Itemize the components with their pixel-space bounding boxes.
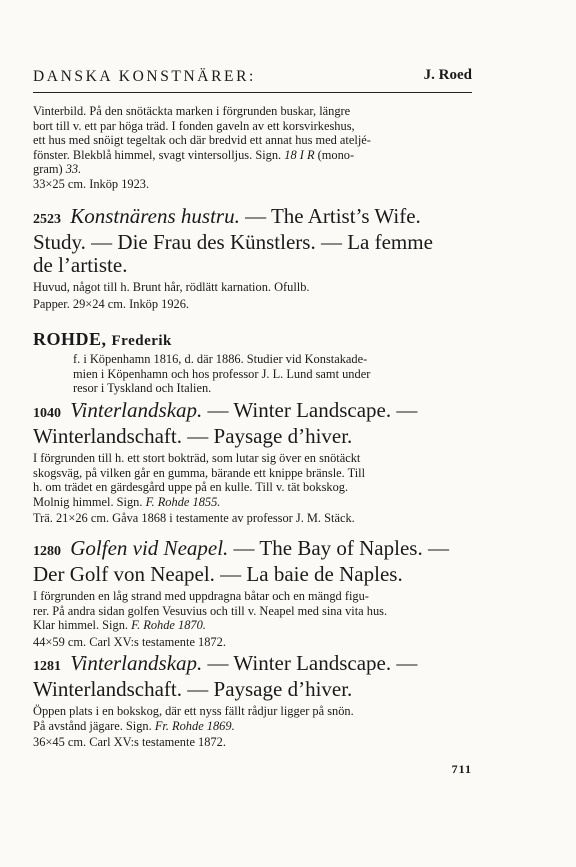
- entry-title-line: Der Golf von Neapel. — La baie de Naples.: [33, 562, 403, 586]
- text-line: h. om trädet en gärdesgård uppe på en kulle. Till v. tät bokskog.: [33, 480, 349, 495]
- signature: F. Rohde 1855.: [145, 494, 221, 509]
- artist-given-name: Frederik: [111, 333, 172, 349]
- work-title: Golfen vid Neapel.: [70, 536, 229, 560]
- entry-title-line: 1281 Vinterlandskap. — Winter Landscape. —: [33, 651, 418, 675]
- dimensions: Papper. 29×24 cm. Inköp 1926.: [33, 296, 190, 311]
- text-line: resor i Tyskland och Italien.: [73, 381, 212, 396]
- signature: F. Rohde 1870.: [131, 618, 206, 633]
- work-title: Konstnärens hustru.: [70, 204, 240, 228]
- running-head: J. Roed: [423, 67, 472, 83]
- page-number: 711: [451, 762, 472, 776]
- text-line: I förgrunden till h. ett stort bokträd, som lutar sig över en snötäckt: [33, 451, 361, 465]
- entry-title-line: Study. — Die Frau des Künstlers. — La femme: [33, 230, 433, 254]
- dimensions: 33×25 cm. Inköp 1923.: [33, 176, 150, 191]
- text-line: rer. På andra sidan golfen Vesuvius och till v. Neapel med sina vita hus.: [33, 603, 388, 618]
- entry-title-line: de l’artiste.: [33, 253, 128, 277]
- catalog-number: 1280: [33, 544, 61, 559]
- text-line: Klar himmel. Sign. F. Rohde 1870.: [33, 618, 206, 633]
- text-line: I förgrunden en låg strand med uppdragna båtar och en mängd figu-: [33, 589, 369, 603]
- text-line: På avstånd jägare. Sign. Fr. Rohde 1869.: [33, 718, 235, 733]
- catalog-entry-1281: [33, 652, 417, 750]
- text-line: Vinterbild. På den snötäckta marken i förgrunden buskar, längre: [33, 104, 351, 118]
- description: [33, 704, 417, 733]
- catalog-number: 1281: [33, 659, 61, 674]
- text-line: Öppen plats i en bokskog, där ett nyss fällt rådjur ligger på snön.: [33, 704, 354, 718]
- signature: Fr. Rohde 1869.: [154, 718, 235, 733]
- artist-biography: [73, 352, 370, 396]
- work-title: Vinterlandskap.: [70, 398, 203, 422]
- entry-title-line: 1040 Vinterlandskap. — Winter Landscape. —: [33, 398, 418, 422]
- catalog-entry-2523: [33, 205, 433, 311]
- catalog-entry-1280: [33, 537, 449, 649]
- artist-surname: ROHDE,: [33, 329, 107, 349]
- description: [33, 451, 417, 509]
- text-line: fönster. Blekblå himmel, svagt vintersolljus. Sign. 18 I R (mono-: [33, 147, 355, 162]
- section-title: DANSKA KONSTNÄRER:: [33, 68, 256, 85]
- text-line: mien i Köpenhamn och hos professor J. L. Lund samt under: [73, 366, 371, 381]
- signature: 18 I R: [284, 147, 315, 162]
- catalog-number: 2523: [33, 212, 61, 227]
- text-line: Molnig himmel. Sign. F. Rohde 1855.: [33, 494, 221, 509]
- dimensions: 44×59 cm. Carl XV:s testamente 1872.: [33, 634, 226, 649]
- description: Huvud, något till h. Brunt hår, rödlätt karnation. Ofullb.: [33, 280, 310, 294]
- catalog-entry-1040: [33, 399, 417, 526]
- text-line: f. i Köpenhamn 1816, d. där 1886. Studier vid Konstakade-: [73, 352, 368, 366]
- roed-continuation: [33, 104, 371, 192]
- entry-title-line: 1280 Golfen vid Neapel. — The Bay of Naples. —: [33, 536, 449, 560]
- entry-title-line: 2523 Konstnärens hustru. — The Artist’s Wife.: [33, 204, 421, 228]
- text-line: ett hus med snöigt tegeltak och där bredvid ett annat hus med ateljé-: [33, 133, 371, 148]
- text-line: bort till v. ett par höga träd. I fonden gaveln av ett korsvirkeshus,: [33, 118, 355, 133]
- entry-title-line: Winterlandschaft. — Paysage d’hiver.: [33, 677, 353, 701]
- header-rule: [33, 92, 472, 93]
- text-line: gram) 33.: [33, 162, 82, 177]
- dimensions: Trä. 21×26 cm. Gåva 1868 i testamente av professor J. M. Stäck.: [33, 511, 355, 526]
- text-line: skogsväg, på vilken går en gumma, bärande ett knippe bränsle. Till: [33, 465, 366, 480]
- dimensions: 36×45 cm. Carl XV:s testamente 1872.: [33, 735, 226, 750]
- catalog-number: 1040: [33, 406, 61, 421]
- description: [33, 589, 449, 633]
- entry-title-line: Winterlandschaft. — Paysage d’hiver.: [33, 424, 353, 448]
- artist-heading: [33, 329, 172, 350]
- work-title: Vinterlandskap.: [70, 651, 203, 675]
